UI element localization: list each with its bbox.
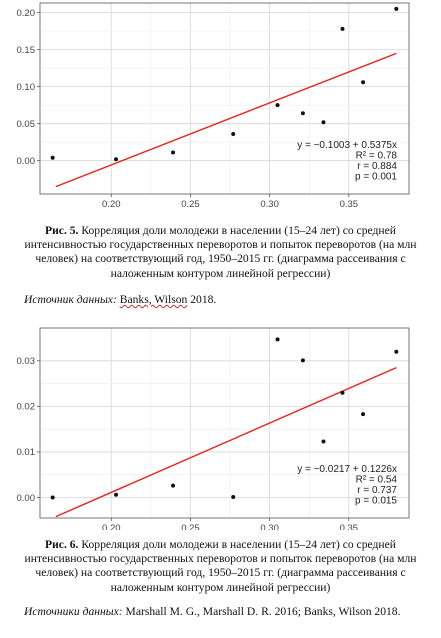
data-point [321,439,325,443]
figure-6-source-label: Источники данных: [24,605,123,618]
regression-annotation-line: y = −0.1003 + 0.5375x [297,140,397,151]
y-tick-label: 0.15 [16,44,35,56]
y-tick-label: 0.20 [16,7,35,19]
data-point [276,337,280,341]
data-point [301,111,305,115]
figure-6-caption [4,538,437,595]
y-tick-label: 0.05 [16,118,35,130]
y-tick-label: 0.00 [16,155,35,167]
scatter-chart-fig6 [0,322,441,530]
figure-6-caption-text: Корреляция доли молодежи в населении (15–24 лет) со средней интенсивностью государственных переворотов и попыток переворотов (на млн человек) на соответствующий год, 1950–2015 гг. (диаграмма рассеивания с наложенным контуром линейной регрессии) [24,538,417,594]
x-tick-label: 0.25 [181,199,200,210]
data-point [394,350,398,354]
y-tick-label: 0.03 [16,356,35,368]
figure-6-source-text: Marshall M. G., Marshall D. R. 2016; Banks, Wilson 2018. [122,605,401,618]
figure-5-source-text: Banks, Wilson 2018. [119,293,217,306]
regression-annotation-line: p = 0.001 [355,171,397,183]
y-tick-label: 0.01 [16,447,35,459]
scatter-chart-fig5 [0,0,441,210]
x-tick-label: 0.30 [260,523,279,530]
figure-5-caption-text: Корреляция доли молодежи в населении (15–24 лет) со средней интенсивностью государственных переворотов и попыток переворотов (на млн человек) на соответствующий год, 1950–2015 гг. (диаграмма рассеивания с наложенным контуром линейной регрессии) [24,224,417,280]
figure-5-source [4,293,437,307]
source-author-names: Banks, Wilson [119,293,188,306]
data-point [171,484,175,488]
data-point [114,493,118,497]
data-point [301,358,305,362]
data-point [231,495,235,499]
figure-6-caption-number: Рис. 6. [45,538,79,551]
figure-5-caption [4,224,437,281]
x-tick-label: 0.20 [102,199,121,210]
y-tick-label: 0.00 [16,492,35,504]
data-point [114,157,118,161]
figure-5-caption-number: Рис. 5. [45,224,79,237]
regression-annotation-line: y = −0.0217 + 0.1226x [297,464,397,475]
regression-annotation-line: R² = 0.78 [355,150,397,162]
data-point [321,120,325,124]
data-point [51,495,55,499]
regression-annotation-line: p = 0.015 [355,495,397,507]
x-tick-label: 0.25 [181,523,200,530]
x-tick-label: 0.30 [260,199,279,210]
figure-6-source [4,605,437,619]
figure-6 [0,322,441,638]
figure-5-source-label: Источник данных: [24,293,117,306]
x-tick-label: 0.20 [102,523,121,530]
regression-annotation-line: R² = 0.54 [355,474,397,486]
data-point [51,156,55,160]
data-point [231,132,235,136]
x-tick-label: 0.35 [339,523,359,530]
data-point [361,412,365,416]
regression-annotation-line: r = 0.884 [357,161,397,172]
data-point [340,27,344,31]
x-tick-label: 0.35 [339,199,359,210]
regression-annotation-line: r = 0.737 [357,485,397,496]
data-point [394,7,398,11]
plot-panel [40,328,409,518]
data-point [171,151,175,155]
data-point [276,103,280,107]
data-point [361,80,365,84]
y-tick-label: 0.10 [16,81,35,93]
data-point [340,391,344,395]
plot-panel [40,3,409,194]
y-tick-label: 0.02 [16,401,35,413]
